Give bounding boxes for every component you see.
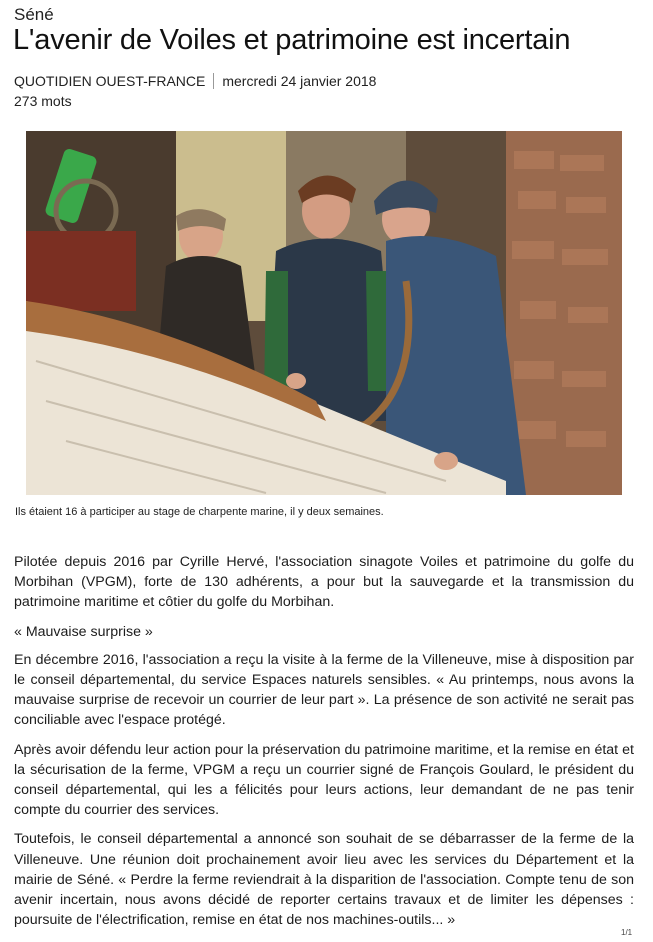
article-headline: L'avenir de Voiles et patrimoine est incertain (13, 24, 571, 56)
paragraph-1: Pilotée depuis 2016 par Cyrille Hervé, l'association sinagote Voiles et patrimoine du golfe du Morbihan (VPGM), forte de 130 adhérents, a pour but la sauvegarde et la transmission du patrimoine maritime et côtier du golfe du Morbihan. (14, 554, 634, 611)
article-meta (14, 73, 376, 89)
subheading: « Mauvaise surprise » (14, 623, 153, 640)
article-source: QUOTIDIEN OUEST-FRANCE (14, 73, 206, 89)
photo-illustration (26, 131, 622, 495)
paragraph-4: Toutefois, le conseil départemental a annoncé son souhait de se débarrasser de la ferme de la Villeneuve. Une réunion doit prochainement avoir lieu avec les services du Département et la mairie de Séné. « Perdre la ferme reviendrait à la disparition de l'association. Compte tenu de son avenir incertain, nous avons décidé de reporter certains travaux et de limiter les dépenses : poursuite de l'électrification, remise en état de nos machines-outils... » (14, 831, 634, 929)
paragraph-2: En décembre 2016, l'association a reçu la visite à la ferme de la Villeneuve, mise à disposition par le conseil départemental, du service Espaces naturels sensibles. « Au printemps, nous avons la mauvaise surprise de recevoir un courrier de leur part ». La présence de son activité ne serait pas conciliable avec l'espace protégé. (14, 651, 634, 729)
paragraph-3: Après avoir défendu leur action pour la préservation du patrimoine maritime, et la remise en état et la sécurisation de la ferme, VPGM a reçu un courrier signé de François Goulard, le président du conseil départemental, qui les a félicités pour leurs actions, leur demandant de ne pas tenir compte du courrier des services. (14, 741, 634, 819)
article-photo (26, 131, 622, 495)
photo-caption: Ils étaient 16 à participer au stage de charpente marine, il y deux semaines. (15, 506, 384, 518)
article-kicker: Séné (14, 5, 54, 24)
meta-separator (213, 73, 214, 89)
article-date: mercredi 24 janvier 2018 (222, 73, 377, 89)
article-body (14, 552, 634, 939)
page-counter: 1/1 (621, 928, 633, 937)
article-word-count: 273 mots (14, 93, 72, 109)
